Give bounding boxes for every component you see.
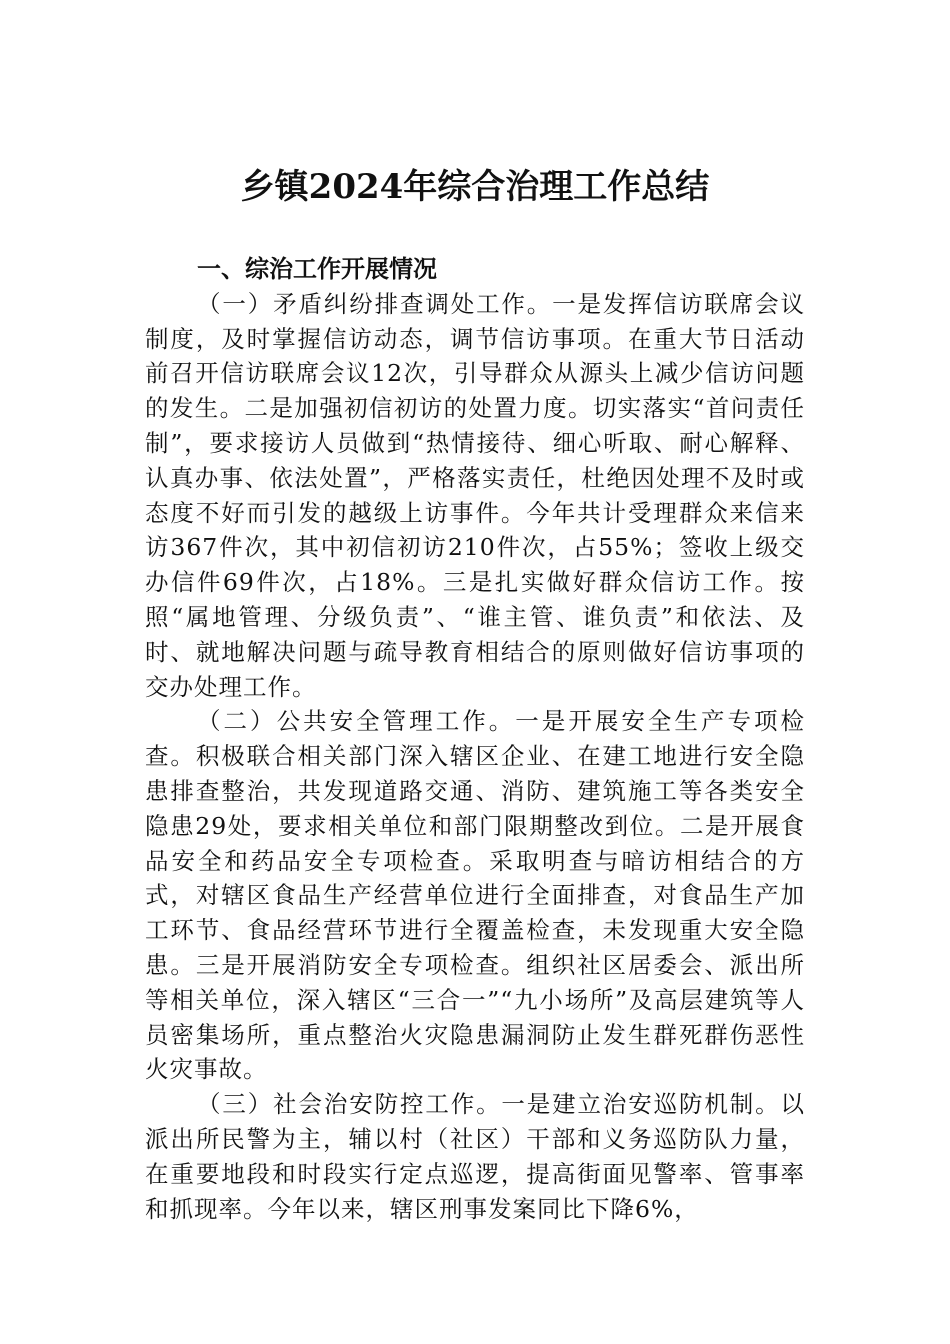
document-body: [145, 252, 805, 1226]
paragraph-public-safety: （二）公共安全管理工作。一是开展安全生产专项检查。积极联合相关部门深入辖区企业、在建工地进行安全隐患排查整治，共发现道路交通、消防、建筑施工等各类安全隐患29处，要求相关单位和部门限期整改到位。二是开展食品安全和药品安全专项检查。采取明查与暗访相结合的方式，对辖区食品生产经营单位进行全面排查，对食品生产加工环节、食品经营环节进行全覆盖检查，未发现重大安全隐患。三是开展消防安全专项检查。组织社区居委会、派出所等相关单位，深入辖区“三合一”“九小场所”及高层建筑等人员密集场所，重点整治火灾隐患漏洞防止发生群死群伤恶性火灾事故。: [145, 707, 805, 1084]
section-heading: 一、综治工作开展情况: [197, 255, 437, 283]
document-title: 乡镇2024年综合治理工作总结: [240, 167, 710, 207]
paragraph-public-security: （三）社会治安防控工作。一是建立治安巡防机制。以派出所民警为主，辅以村（社区）干部和义务巡防队力量，在重要地段和时段实行定点巡逻，提高街面见警率、管事率和抓现率。今年以来，辖区刑事发案同比下降6%，: [145, 1090, 805, 1223]
paragraph-dispute-resolution: （一）矛盾纠纷排查调处工作。一是发挥信访联席会议制度，及时掌握信访动态，调节信访事项。在重大节日活动前召开信访联席会议12次，引导群众从源头上减少信访问题的发生。二是加强初信初访的处置力度。切实落实“首问责任制”，要求接访人员做到“热情接待、细心听取、耐心解释、认真办事、依法处置”，严格落实责任，杜绝因处理不及时或态度不好而引发的越级上访事件。今年共计受理群众来信来访367件次，其中初信初访210件次，占55%；签收上级交办信件69件次，占18%。三是扎实做好群众信访工作。按照“属地管理、分级负责”、“谁主管、谁负责”和依法、及时、就地解决问题与疏导教育相结合的原则做好信访事项的交办处理工作。: [145, 289, 805, 701]
